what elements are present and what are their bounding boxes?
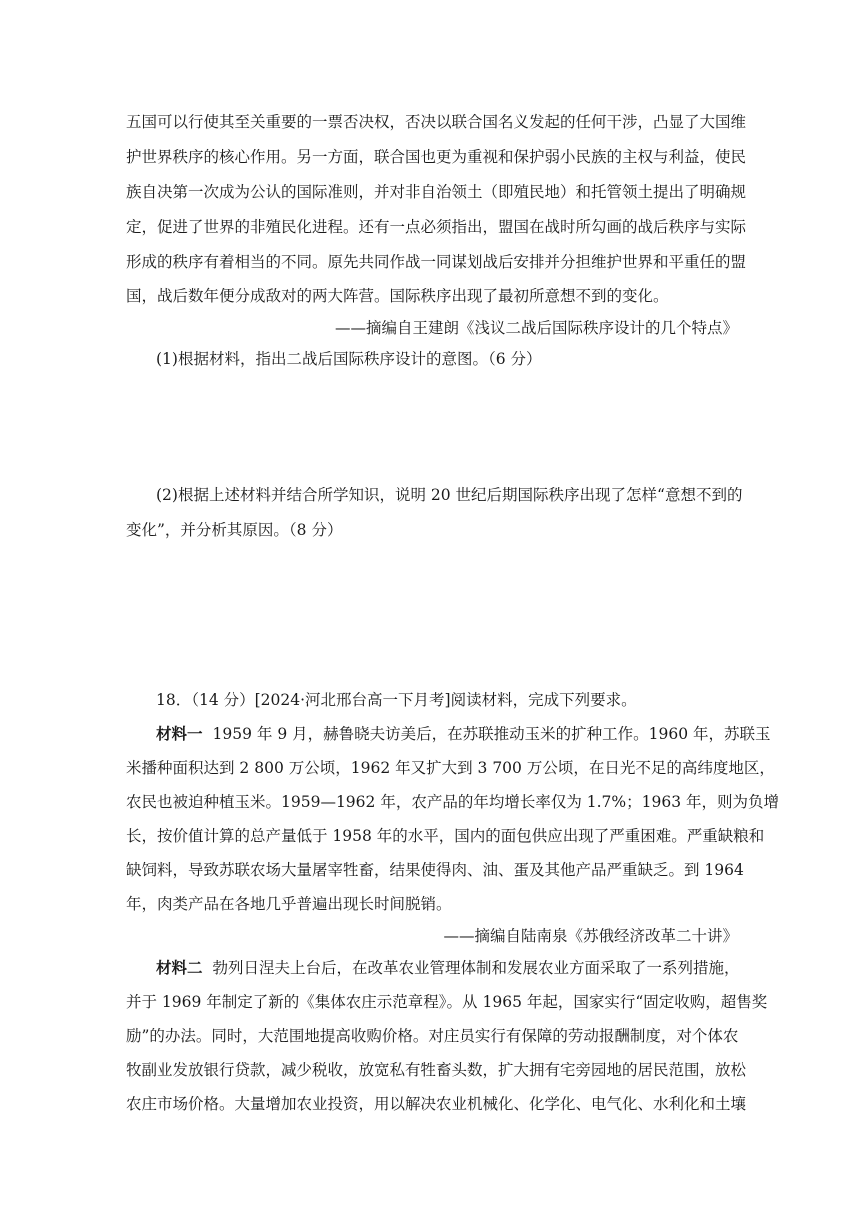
passage-line: 族自决第一次成为公认的国际准则，并对非自治领土（即殖民地）和托管领土提出了明确规 <box>126 183 747 201</box>
material-1-label: 材料一 <box>156 724 203 743</box>
material-2-text: 勃列日涅夫上台后，在改革农业管理体制和发展农业方面采取了一系列措施， <box>212 959 740 977</box>
material-1-line: 缺饲料，导致苏联农场大量屠宰牲畜，结果使得肉、油、蛋及其他产品严重缺乏。到 1964 <box>126 861 744 879</box>
material-1-line: 农民也被迫种植玉米。1959—1962 年，农产品的年均增长率仅为 1.7%；1963 年，则为负增 <box>126 793 780 811</box>
material-2-label: 材料二 <box>156 958 203 977</box>
material-2-line: 农庄市场价格。大量增加农业投资，用以解决农业机械化、化学化、电气化、水利化和土壤 <box>126 1095 747 1113</box>
passage-line: 国，战后数年便分成敌对的两大阵营。国际秩序出现了最初所意想不到的变化。 <box>126 287 669 305</box>
material-1-text: 1959 年 9 月，赫鲁晓夫访美后，在苏联推动玉米的扩种工作。1960 年，苏联玉 <box>212 725 771 743</box>
question-17-part-1: (1)根据材料，指出二战后国际秩序设计的意图。（6 分） <box>156 350 542 368</box>
material-1-line: 年，肉类产品在各地几乎普遍出现长时间脱销。 <box>126 895 452 913</box>
material-2-line: 励”的办法。同时，大范围地提高收购价格。对庄员实行有保障的劳动报酬制度，对个体农 <box>126 1027 739 1045</box>
question-17-part-2-line: (2)根据上述材料并结合所学知识，说明 20 世纪后期国际秩序出现了怎样“意想不到的 <box>156 486 743 504</box>
material-2-line: 牧副业发放银行贷款，减少税收，放宽私有牲畜头数，扩大拥有宅旁园地的居民范围，放松 <box>126 1061 747 1079</box>
passage-line: 定，促进了世界的非殖民化进程。还有一点必须指出，盟国在战时所勾画的战后秩序与实际 <box>126 218 747 236</box>
material-1-line: 米播种面积达到 2 800 万公顷，1962 年又扩大到 3 700 万公顷，在日光不足的高纬度地区， <box>126 759 775 777</box>
question-17-part-2-line: 变化”，并分析其原因。（8 分） <box>126 521 343 539</box>
material-2-line-first <box>156 958 738 978</box>
question-18-header: 18．（14 分）[2024·河北邢台高一下月考]阅读材料，完成下列要求。 <box>156 691 637 709</box>
passage-line: 形成的秩序有着相当的不同。原先共同作战一同谋划战后安排并分担维护世界和平重任的盟 <box>126 253 747 271</box>
passage-source: ——摘编自王建朗《浅议二战后国际秩序设计的几个特点》 <box>334 319 738 337</box>
material-2-line: 并于 1969 年制定了新的《集体农庄示范章程》。从 1965 年起，国家实行“固定收购，超售奖 <box>126 993 768 1011</box>
material-1-line: 长，按价值计算的总产量低于 1958 年的水平，国内的面包供应出现了严重困难。严重缺粮和 <box>126 827 765 845</box>
material-1-source: ——摘编自陆南泉《苏俄经济改革二十讲》 <box>443 927 738 945</box>
material-1-line-first <box>156 724 771 744</box>
passage-line: 五国可以行使其至关重要的一票否决权，否决以联合国名义发起的任何干涉，凸显了大国维 <box>126 113 747 131</box>
passage-line: 护世界秩序的核心作用。另一方面，联合国也更为重视和保护弱小民族的主权与利益，使民 <box>126 148 747 166</box>
